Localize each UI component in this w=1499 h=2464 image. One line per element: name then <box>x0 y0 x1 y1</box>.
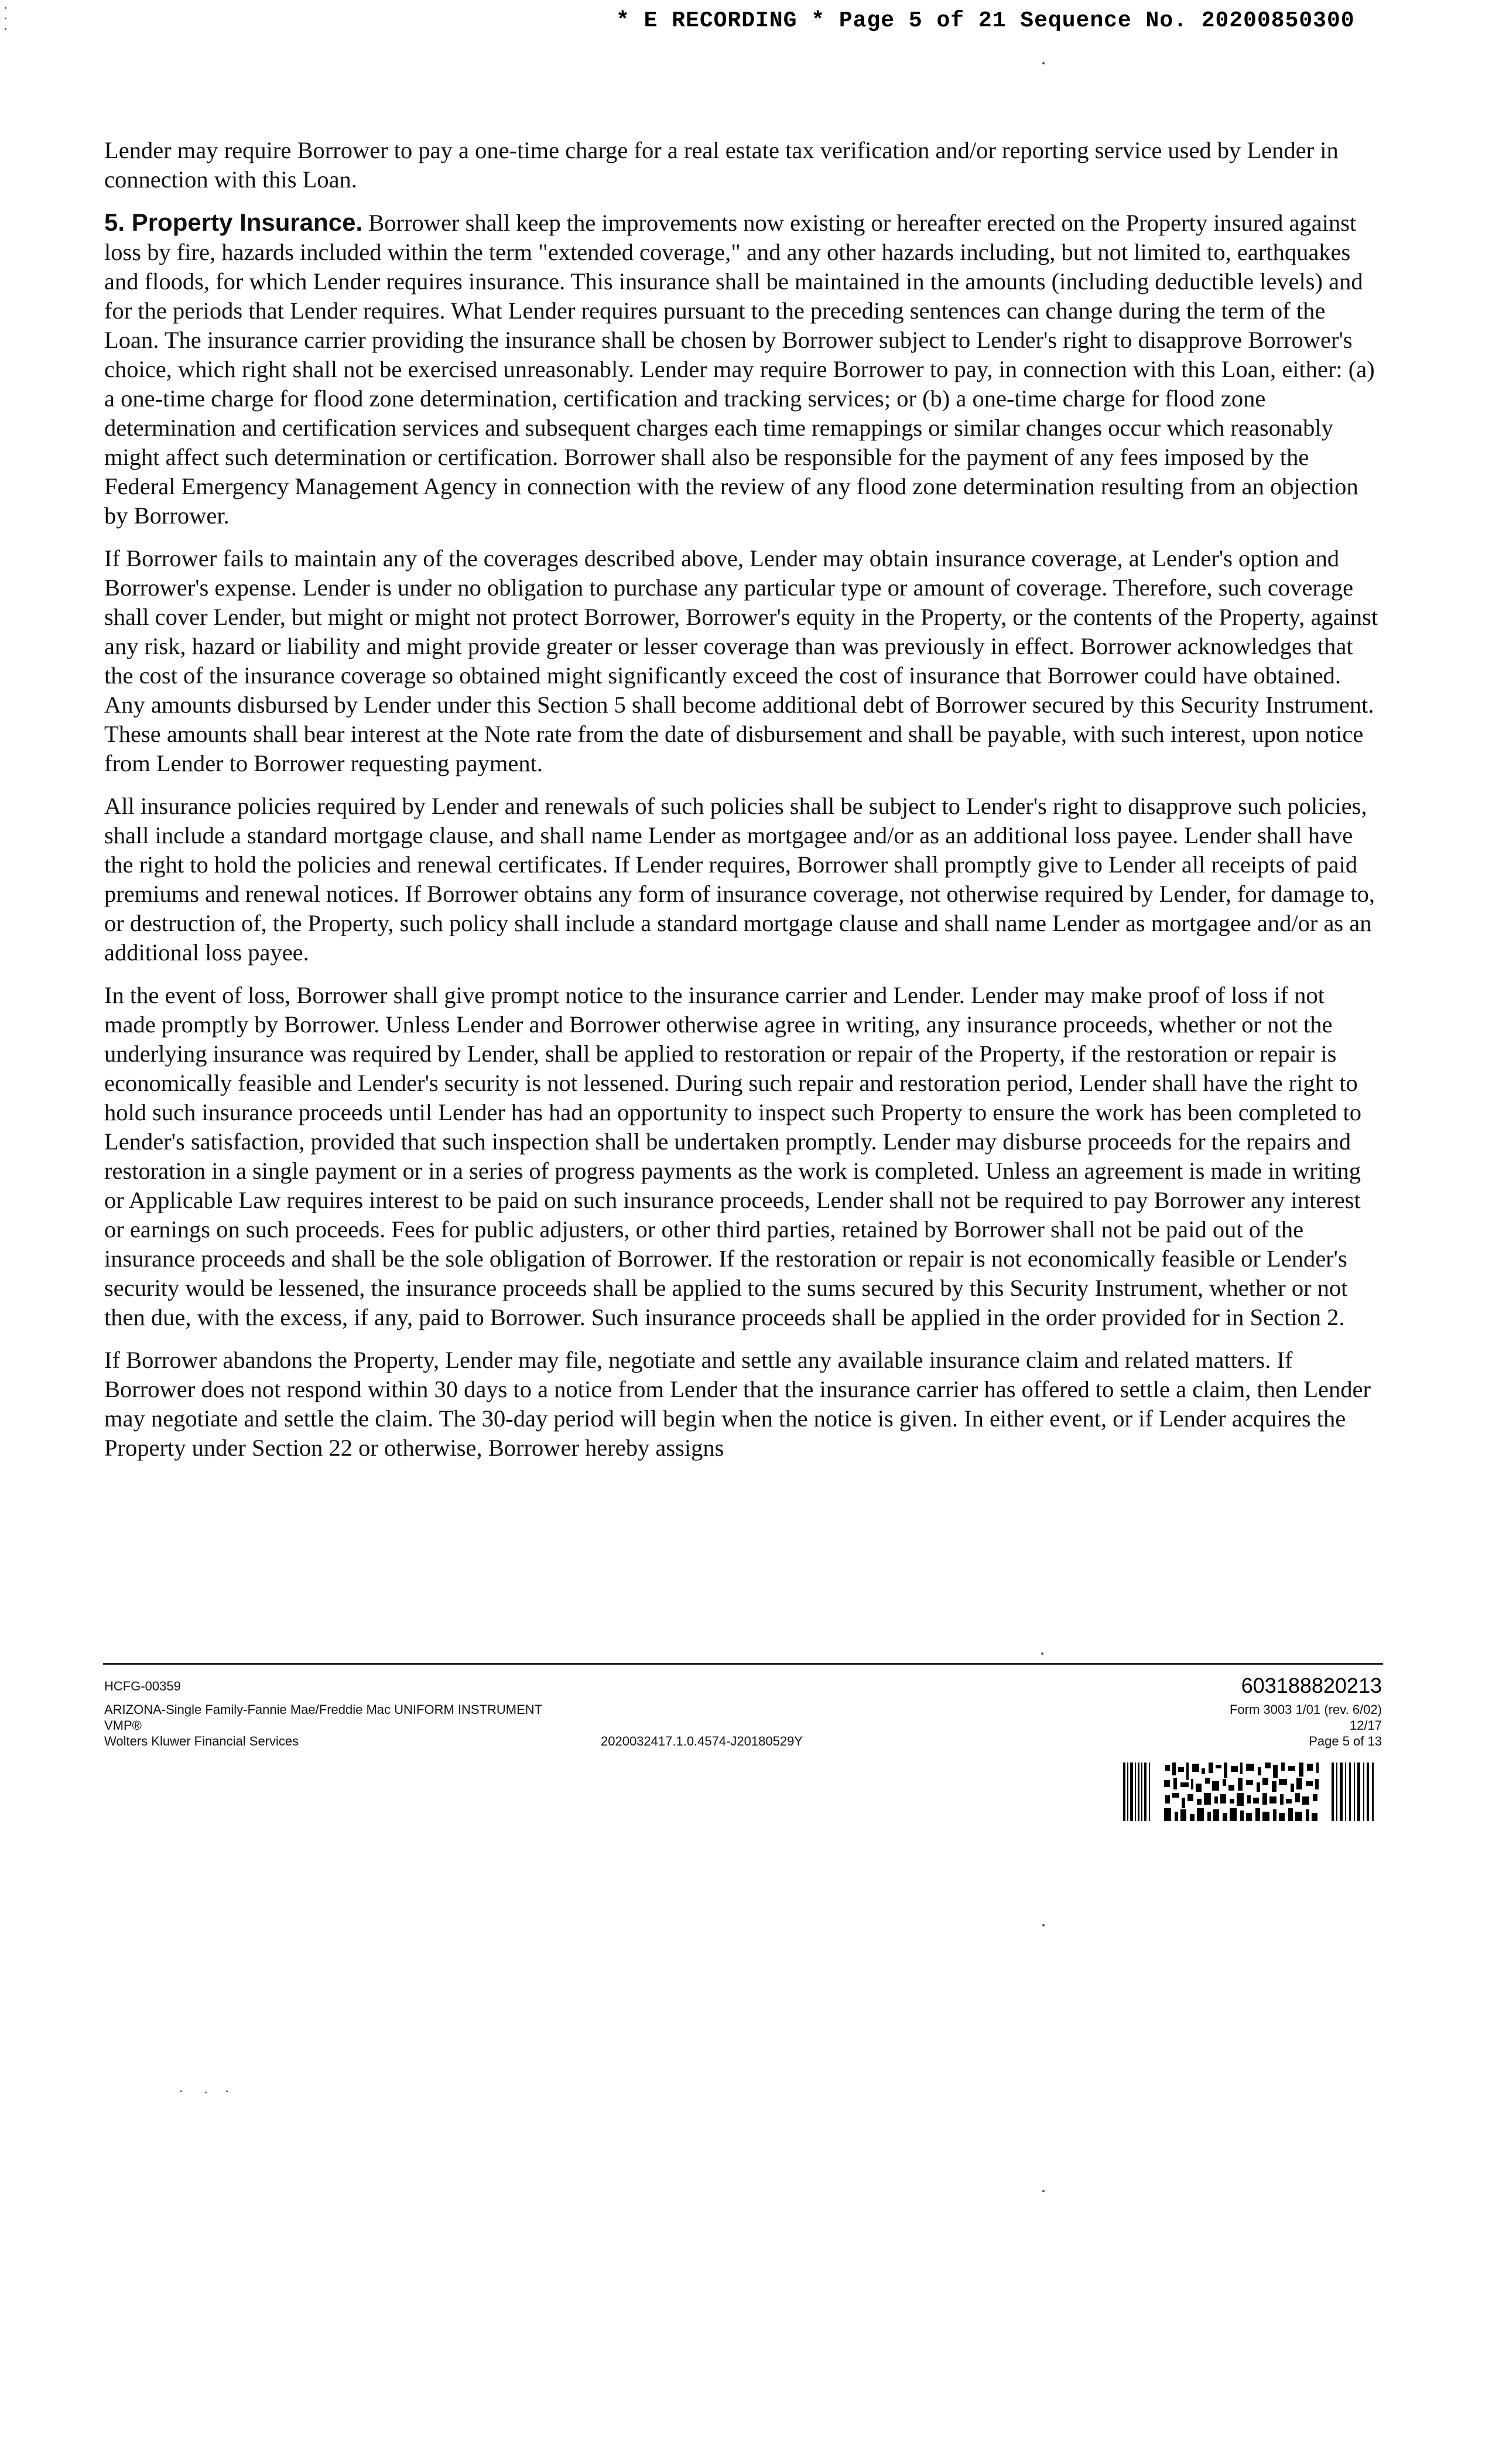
section-paragraph-text: Borrower shall keep the improvements now existing or hereafter erected on the Property insured against loss by fire, hazards included within the term "extended coverage," and any other hazards including, but not limited to, earthquakes and floods, for which Lender requires insurance. This insurance shall be maintained in the amounts (including deductible levels) and for the periods that Lender requires. What Lender requires pursuant to the preceding sentences can change during the term of the Loan. The insurance carrier providing the insurance shall be chosen by Borrower subject to Lender's right to disapprove Borrower's choice, which right shall not be exercised unreasonably. Lender may require Borrower to pay, in connection with this Loan, either: (a) a one-time charge for flood zone determination, certification and tracking services; or (b) a one-time charge for flood zone determination and certification services and subsequent charges each time remappings or similar changes occur which reasonably might affect such determination or certification. Borrower shall also be responsible for the payment of any fees imposed by the Federal Emergency Management Agency in connection with the review of any flood zone determination resulting from an objection by Borrower. <box>104 210 1375 529</box>
vmp-mark: VMP® <box>104 1718 142 1733</box>
document-body <box>104 136 1381 1476</box>
scan-speck <box>5 7 6 9</box>
form-info <box>1230 1702 1382 1749</box>
loan-number: 603188820213 <box>1241 1674 1382 1698</box>
scan-speck <box>5 18 6 19</box>
scan-speck <box>1042 1924 1045 1926</box>
footer-divider <box>103 1663 1383 1665</box>
scan-speck <box>5 28 6 30</box>
paragraph-4: In the event of loss, Borrower shall give prompt notice to the insurance carrier and Lender. Lender may make proof of loss if not made promptly by Borrower. Unless Lender and Borrower otherwise agree in writing, any insurance proceeds, whether or not the underlying insurance was required by Lender, shall be applied to restoration or repair of the Property, if the restoration or repair is economically feasible and Lender's security is not lessened. During such repair and restoration period, Lender shall have the right to hold such insurance proceeds until Lender has had an opportunity to inspect such Property to ensure the work has been completed to Lender's satisfaction, provided that such inspection shall be undertaken promptly. Lender may disburse proceeds for the repairs and restoration in a single payment or in a series of progress payments as the work is completed. Unless an agreement is made in writing or Applicable Law requires interest to be paid on such insurance proceeds, Lender shall not be required to pay Borrower any interest or earnings on such proceeds. Fees for public adjusters, or other third parties, retained by Borrower shall not be paid out of the insurance proceeds and shall be the sole obligation of Borrower. If the restoration or repair is not economically feasible or Lender's security would be lessened, the insurance proceeds shall be applied to the sums secured by this Security Instrument, whether or not then due, with the excess, if any, paid to Borrower. Such insurance proceeds shall be applied in the order provided for in Section 2. <box>104 982 1362 1330</box>
form-number: Form 3003 1/01 (rev. 6/02) <box>1229 1702 1382 1717</box>
scan-speck <box>1041 1652 1043 1655</box>
paragraph-3: All insurance policies required by Lender and renewals of such policies shall be subject to Lender's right to disapprove such policies, shall include a standard mortgage clause, and shall name Lender as mortgagee and/or as an additional loss payee. Lender shall have the right to hold the policies and renewal certificates. If Lender requires, Borrower shall promptly give to Lender all receipts of paid premiums and renewal notices. If Borrower obtains any form of insurance coverage, not otherwise required by Lender, for damage to, or destruction of, the Property, such policy shall include a standard mortgage clause and shall name Lender as mortgagee and/or as an additional loss payee. <box>104 793 1375 966</box>
form-code: HCFG-00359 <box>104 1679 181 1693</box>
paragraph-5: If Borrower abandons the Property, Lender may file, negotiate and settle any available insurance claim and related matters. If Borrower does not respond within 30 days to a notice from Lender that the insurance carrier has offered to settle a claim, then Lender may negotiate and settle the claim. The 30-day period will begin when the notice is given. In either event, or if Lender acquires the Property under Section 22 or otherwise, Borrower hereby assigns <box>104 1347 1371 1461</box>
scan-speck <box>1042 2190 1045 2192</box>
instrument-title: ARIZONA-Single Family-Fannie Mae/Freddie Mac UNIFORM INSTRUMENT <box>104 1702 543 1717</box>
document-id: 2020032417.1.0.4574-J20180529Y <box>601 1734 803 1748</box>
scan-speck <box>226 2090 228 2092</box>
paragraph-2: If Borrower fails to maintain any of the coverages described above, Lender may obtain insurance coverage, at Lender's option and Borrower's expense. Lender is under no obligation to purchase any particular type or amount of coverage. Therefore, such coverage shall cover Lender, but might or might not protect Borrower, Borrower's equity in the Property, or the contents of the Property, against any risk, hazard or liability and might provide greater or lesser coverage than was previously in effect. Borrower acknowledges that the cost of the insurance coverage so obtained might significantly exceed the cost of insurance that Borrower could have obtained. Any amounts disbursed by Lender under this Section 5 shall become additional debt of Borrower secured by this Security Instrument. These amounts shall bear interest at the Note rate from the date of disbursement and shall be payable, with such interest, upon notice from Lender to Borrower requesting payment. <box>104 545 1378 776</box>
section-5-paragraph <box>104 208 1381 531</box>
page-of: Page 5 of 13 <box>1309 1734 1382 1748</box>
scan-speck <box>180 2090 182 2092</box>
scan-speck <box>205 2092 207 2093</box>
scan-speck <box>1042 62 1045 64</box>
recording-stamp: * E RECORDING * Page 5 of 21 Sequence No. 20200850300 <box>616 8 1355 33</box>
form-revision: 12/17 <box>1349 1718 1382 1733</box>
publisher: Wolters Kluwer Financial Services <box>104 1734 299 1748</box>
section-heading: 5. Property Insurance. <box>104 208 363 236</box>
intro-paragraph: Lender may require Borrower to pay a one-time charge for a real estate tax verification and/or reporting service used by Lender in connection with this Loan. <box>104 137 1339 193</box>
barcode-icon <box>1123 1763 1375 1821</box>
